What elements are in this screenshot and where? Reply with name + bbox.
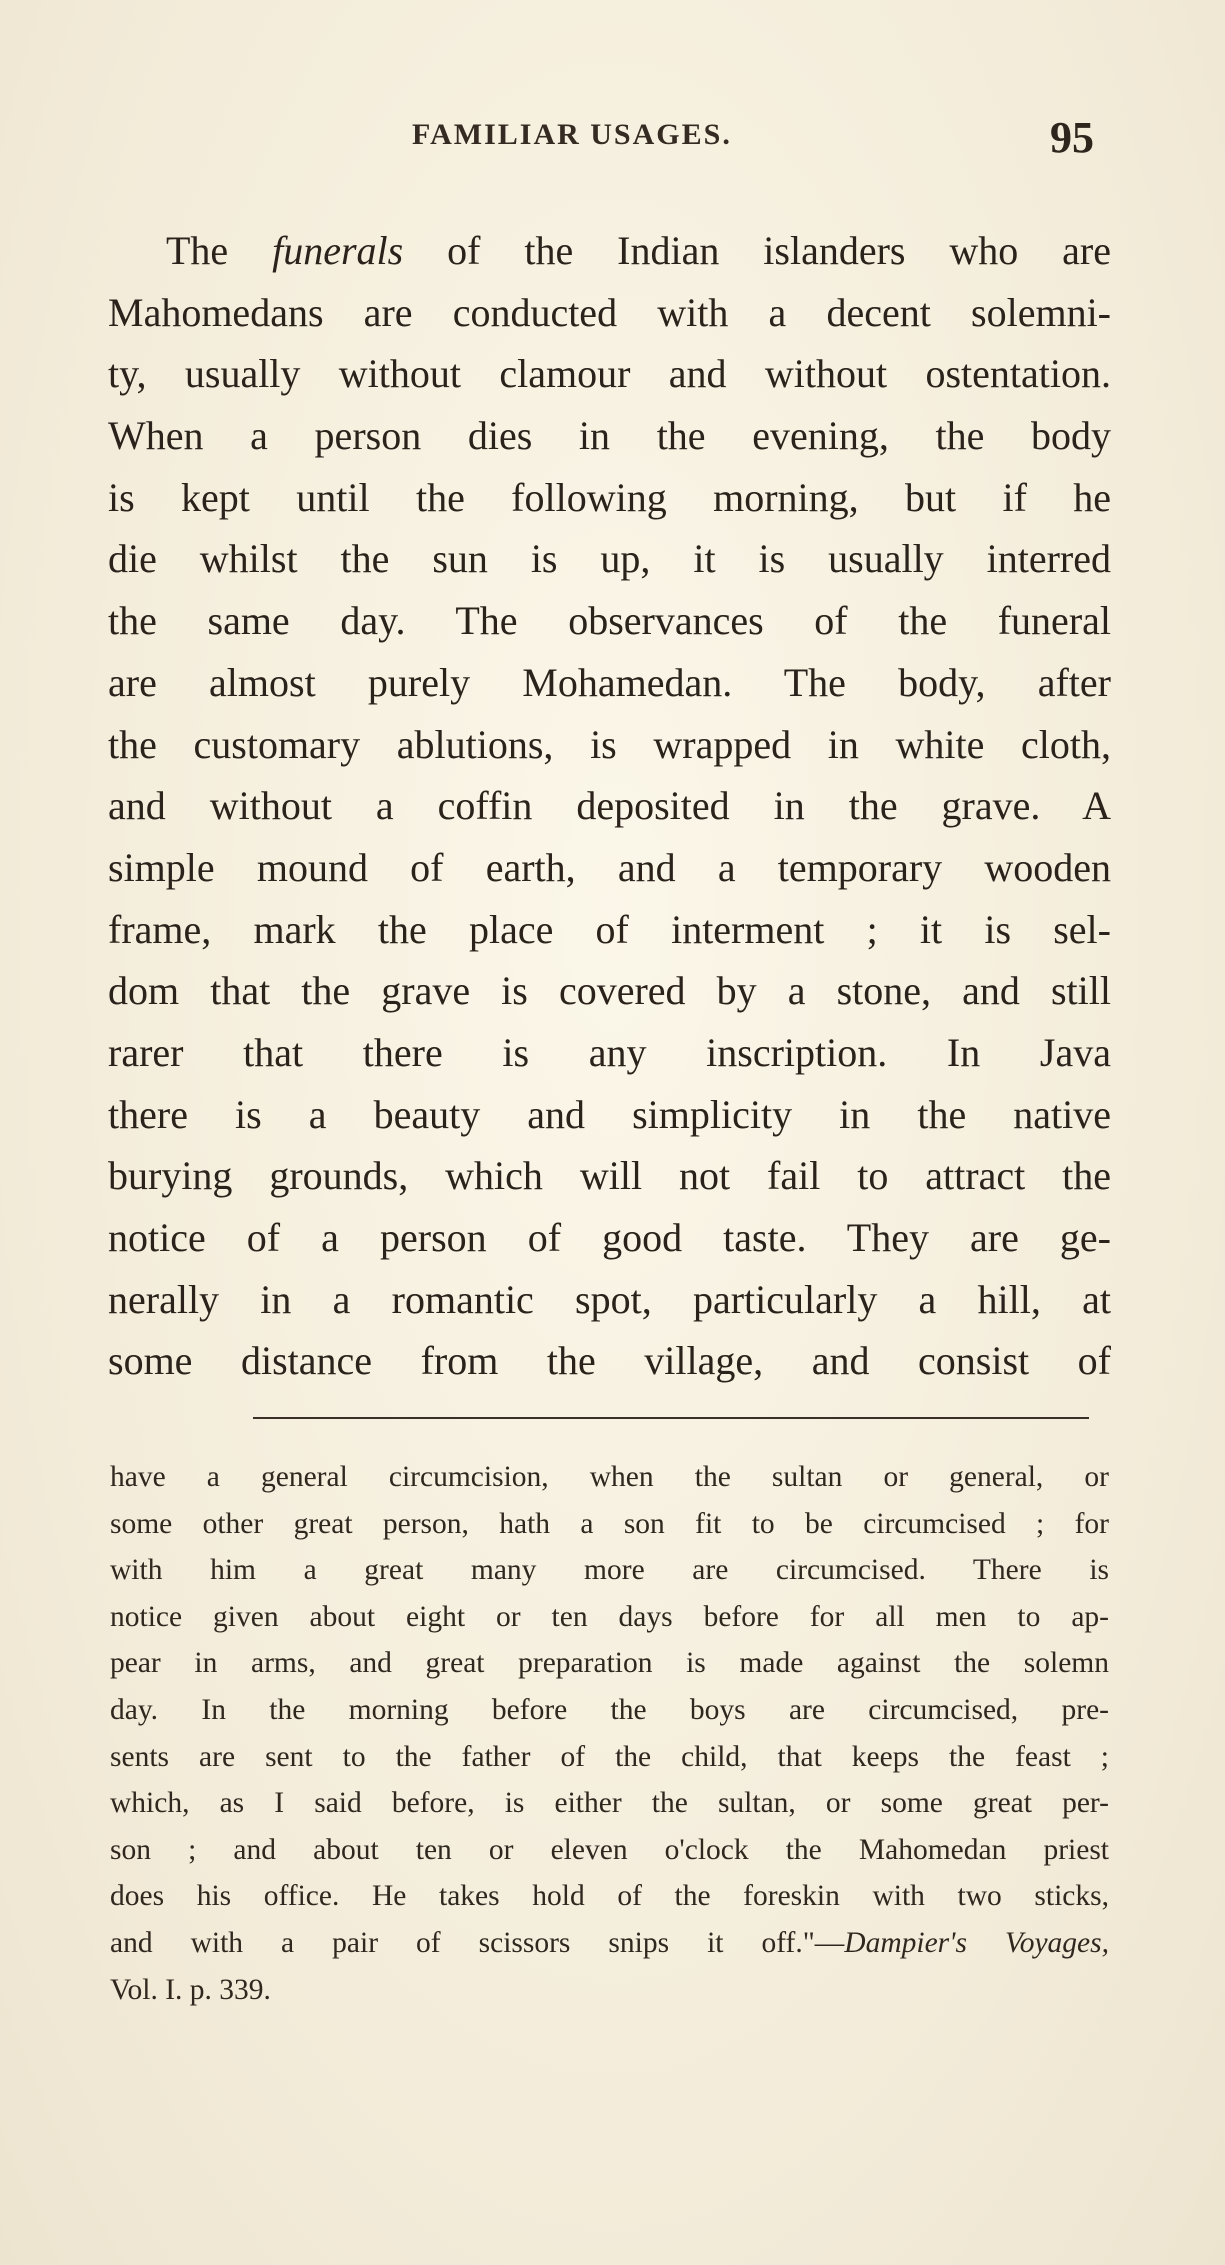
body-line: ty, usually without clamour and without ostentation. xyxy=(108,351,1111,397)
body-line: burying grounds, which will not fail to attract the xyxy=(108,1153,1111,1199)
body-line: notice of a person of good taste. They are ge- xyxy=(108,1215,1111,1260)
footnote-text-run: and with a pair of scissors snips it off."— xyxy=(110,1926,845,1959)
body-line: dom that the grave is covered by a stone, and still xyxy=(108,968,1111,1014)
footnote xyxy=(110,1454,1109,2013)
italic-term: funerals xyxy=(272,228,404,273)
body-line: die whilst the sun is up, it is usually interred xyxy=(108,536,1111,582)
footnote-line: have a general circumcision, when the sultan or general, or xyxy=(110,1461,1109,1493)
body-line: rarer that there is any inscription. In Java xyxy=(108,1029,1111,1075)
footnote-line: some other great person, hath a son fit to be circumcised ; for xyxy=(110,1507,1109,1540)
body-text xyxy=(108,220,1111,1392)
footnote-line: does his office. He takes hold of the foreskin with two sticks, xyxy=(110,1880,1109,1913)
footnote-line: which, as I said before, is either the sultan, or some great per- xyxy=(110,1787,1109,1820)
body-text-run: The xyxy=(166,228,273,273)
body-line: When a person dies in the evening, the body xyxy=(108,413,1111,459)
footnote-line: notice given about eight or ten days before for all men to ap- xyxy=(110,1600,1109,1633)
page-number: 95 xyxy=(1050,113,1094,162)
body-line: and without a coffin deposited in the grave. A xyxy=(108,783,1111,829)
body-line: Mahomedans are conducted with a decent solemni- xyxy=(108,289,1111,335)
running-head: FAMILIAR USAGES. xyxy=(412,118,732,151)
footnote-line: pear in arms, and great preparation is made against the solemn xyxy=(110,1647,1109,1680)
body-line: the same day. The observances of the funeral xyxy=(108,598,1111,644)
body-line xyxy=(108,220,1111,282)
citation-title: Dampier's Voyages, xyxy=(844,1926,1109,1959)
footnote-line: Vol. I. p. 339. xyxy=(110,1973,271,2006)
body-text-run: of the Indian islanders who are xyxy=(403,228,1111,273)
footnote-line: sents are sent to the father of the child, that keeps the feast ; xyxy=(110,1740,1109,1773)
body-line: nerally in a romantic spot, particularly a hill, at xyxy=(108,1276,1111,1322)
body-line: frame, mark the place of interment ; it is sel- xyxy=(108,906,1111,952)
body-line: are almost purely Mohamedan. The body, after xyxy=(108,659,1111,705)
body-line: there is a beauty and simplicity in the native xyxy=(108,1091,1111,1137)
body-line: the customary ablutions, is wrapped in white cloth, xyxy=(108,721,1111,767)
footnote-rule xyxy=(253,1417,1089,1419)
body-line: simple mound of earth, and a temporary wooden xyxy=(108,844,1111,890)
footnote-line: day. In the morning before the boys are circumcised, pre- xyxy=(110,1693,1109,1726)
footnote-line: son ; and about ten or eleven o'clock the Mahomedan priest xyxy=(110,1833,1109,1866)
body-line: some distance from the village, and consist of xyxy=(108,1338,1111,1384)
body-line: is kept until the following morning, but if he xyxy=(108,474,1111,520)
footnote-line: with him a great many more are circumcised. There is xyxy=(110,1554,1109,1587)
footnote-line xyxy=(110,1920,1109,1967)
